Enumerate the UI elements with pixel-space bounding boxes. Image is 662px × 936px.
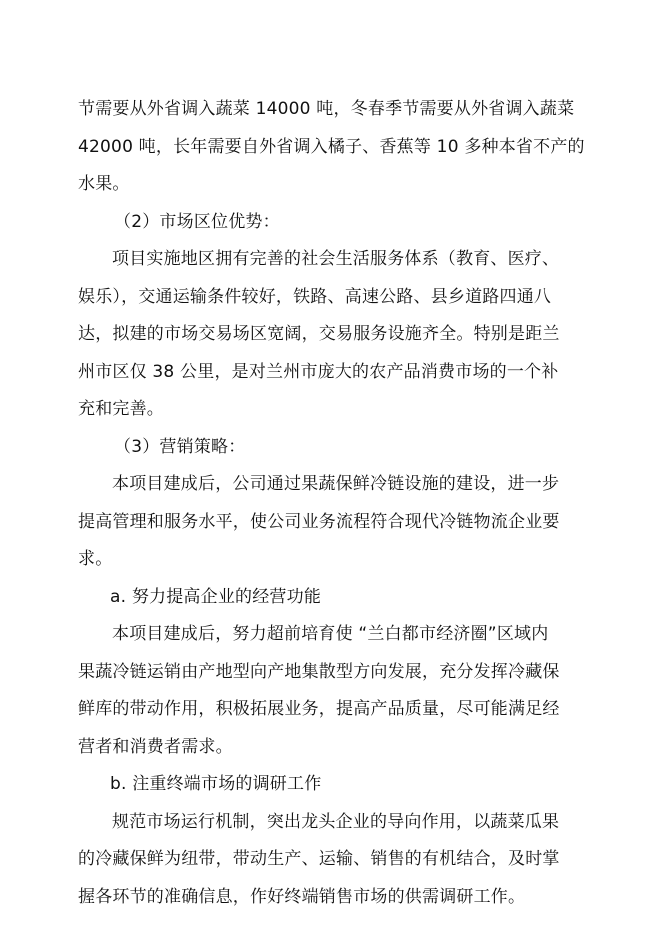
text-line: 本项目建成后，公司通过果蔬保鲜冷链设施的建设，进一步 — [112, 474, 560, 494]
text-line: 鲜库的带动作用，积极拓展业务，提高产品质量，尽可能满足经 — [78, 699, 560, 719]
subsection-heading: b. 注重终端市场的调研工作 — [110, 774, 322, 794]
paragraph-business-function — [78, 622, 588, 772]
text-line: 达，拟建的市场交易场区宽阔，交易服务设施齐全。特别是距兰 — [78, 324, 560, 344]
subsection-heading: a. 努力提高企业的经营功能 — [110, 586, 322, 607]
text-line: 果蔬冷链运销由产地型向产地集散型方向发展，充分发挥冷藏保 — [78, 661, 560, 682]
text-line: 规范市场运行机制，突出龙头企业的导向作用，以蔬菜瓜果 — [112, 811, 560, 832]
text-line: 营者和消费者需求。 — [78, 736, 233, 757]
section-heading: （3）营销策略： — [114, 436, 246, 457]
text-line: 水果。 — [78, 174, 130, 194]
text-line: 求。 — [78, 549, 113, 569]
section-heading-marketing-strategy — [78, 435, 588, 473]
text-line: 充和完善。 — [78, 399, 164, 419]
text-line: 42000 吨，长年需要自外省调入橘子、香蕉等 10 多种本省不产的 — [78, 136, 585, 157]
paragraph-terminal-market-research — [78, 810, 588, 909]
subheading-b — [78, 772, 588, 810]
text-line: 握各环节的准确信息，作好终端销售市场的供需调研工作。 — [78, 886, 526, 907]
text-line: 节需要从外省调入蔬菜 14000 吨，冬春季节需要从外省调入蔬菜 — [78, 99, 575, 119]
text-line: 的冷藏保鲜为纽带，带动生产、运输、销售的有机结合，及时掌 — [78, 849, 560, 869]
paragraph-marketing-strategy — [78, 472, 588, 585]
text-line: 州市区仅 38 公里，是对兰州市庞大的农产品消费市场的一个补 — [78, 361, 559, 382]
subheading-a — [78, 585, 588, 623]
text-line: 提高管理和服务水平，使公司业务流程符合现代冷链物流企业要 — [78, 511, 560, 532]
text-line: 本项目建成后，努力超前培育使 “兰白都市经济圈”区域内 — [112, 624, 549, 644]
text-line: 娱乐），交通运输条件较好，铁路、高速公路、县乡道路四通八 — [78, 286, 552, 307]
document-body — [78, 97, 588, 909]
section-heading: （2）市场区位优势： — [114, 211, 280, 232]
text-line: 项目实施地区拥有完善的社会生活服务体系（教育、医疗、 — [112, 249, 560, 269]
paragraph-continuation — [78, 97, 588, 210]
paragraph-market-location — [78, 247, 588, 435]
section-heading-market-location — [78, 210, 588, 248]
